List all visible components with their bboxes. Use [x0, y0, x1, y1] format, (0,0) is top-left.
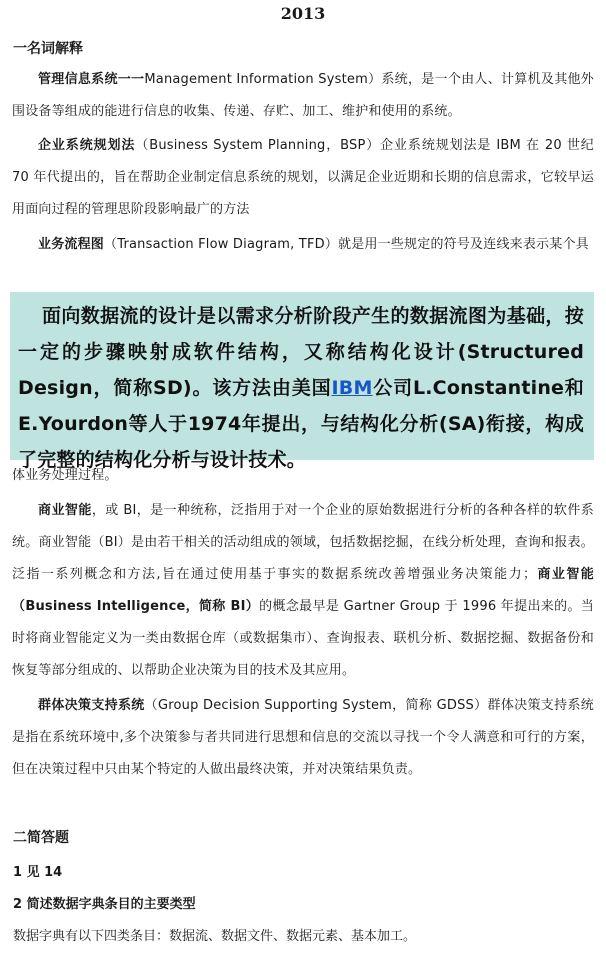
- term-tfd: [12, 229, 594, 261]
- question-2: [13, 896, 196, 914]
- term-english: （Group Decision Supporting System，简称 GDSS）: [144, 698, 488, 713]
- section-title-definitions: 一名词解释: [13, 41, 83, 57]
- term-name: 群体决策支持系统: [38, 698, 145, 713]
- term-bsp: [12, 130, 594, 226]
- term-definition: ）系统，是一个由人、计算机及其他外围设备等组成的能进行信息的收集、传递、存贮、加工、维护和使用的系统。: [12, 72, 594, 119]
- excerpt-part-1: 面向数据流的设计是以需求分析阶段产生的数据流图为基础，按一定的步骤映射成软件结构，又称结构化设计(Structured Design，简称SD)。该方法由美国: [18, 305, 584, 399]
- term-name: 业务流程图: [38, 237, 105, 252]
- highlighted-excerpt: [10, 292, 594, 471]
- term-definition: 就是用一些规定的符号及连线来表示某个具: [338, 237, 589, 252]
- term-name: 管理信息系统一一: [38, 72, 145, 87]
- term-definition: 企业系统规划法是 IBM 在 20 世纪 70 年代提出的，旨在帮助企业制定信息系统的规划，以满足企业近期和长期的信息需求，它较早运用面向过程的管理思阶段影响最广的方法: [12, 138, 594, 217]
- term-english: （Transaction Flow Diagram, TFD）: [104, 237, 339, 252]
- term-name: 企业系统规划法: [38, 138, 136, 153]
- term-english: Management Information System: [144, 72, 368, 87]
- term-definition-2: 的概念最早是 Gartner Group 于 1996 年提出来的。当时将商业智能定义为一类由数据仓库（或数据集市）、查询报表、联机分析、数据挖掘、数据备份和恢复等部分组成的、以帮助企业决策为目的技术及其应用。: [12, 599, 594, 678]
- page-title: 2013: [280, 4, 326, 23]
- question-2-text: 2 简述数据字典条目的主要类型: [13, 897, 196, 912]
- excerpt-part-2: 公司L.Constantine和E.Yourdon等人于1974年提出，与结构化分析(SA)衔接，构成了完整的结构化分析与设计技术。: [18, 377, 585, 471]
- question-1-text: 1 见 14: [13, 865, 63, 880]
- answer-2: 数据字典有以下四类条目：数据流、数据文件、数据元素、基本加工。: [13, 929, 417, 944]
- excerpt-text: [18, 298, 584, 478]
- term-gdss: [12, 690, 594, 786]
- term-mis: [12, 64, 594, 128]
- term-name-2: 商业智能（Business Intelligence，简称 BI）: [12, 567, 594, 614]
- tfd-continuation: 体业务处理过程。: [12, 468, 118, 483]
- term-definition: 群体决策支持系统是指在系统环境中,多个决策参与者共同进行思想和信息的交流以寻找一个令人满意和可行的方案，但在决策过程中只由某个特定的人做出最终决策，并对决策结果负责。: [12, 698, 594, 777]
- section-title-short-answers: 二简答题: [13, 830, 69, 846]
- question-1: [13, 864, 62, 882]
- term-name: 商业智能: [38, 503, 92, 518]
- term-bi: [12, 495, 594, 687]
- ibm-link[interactable]: IBM: [331, 377, 373, 399]
- term-english: （Business System Planning，BSP）: [135, 138, 381, 153]
- term-definition: ，或 BI，是一种统称，泛指用于对一个企业的原始数据进行分析的各种各样的软件系统。商业智能（BI）是由若干相关的活动组成的领域，包括数据挖掘，在线分析处理，查询和报表。泛指一系列概念和方法,旨在通过使用基于事实的数据系统改善增强业务决策能力；: [12, 503, 594, 582]
